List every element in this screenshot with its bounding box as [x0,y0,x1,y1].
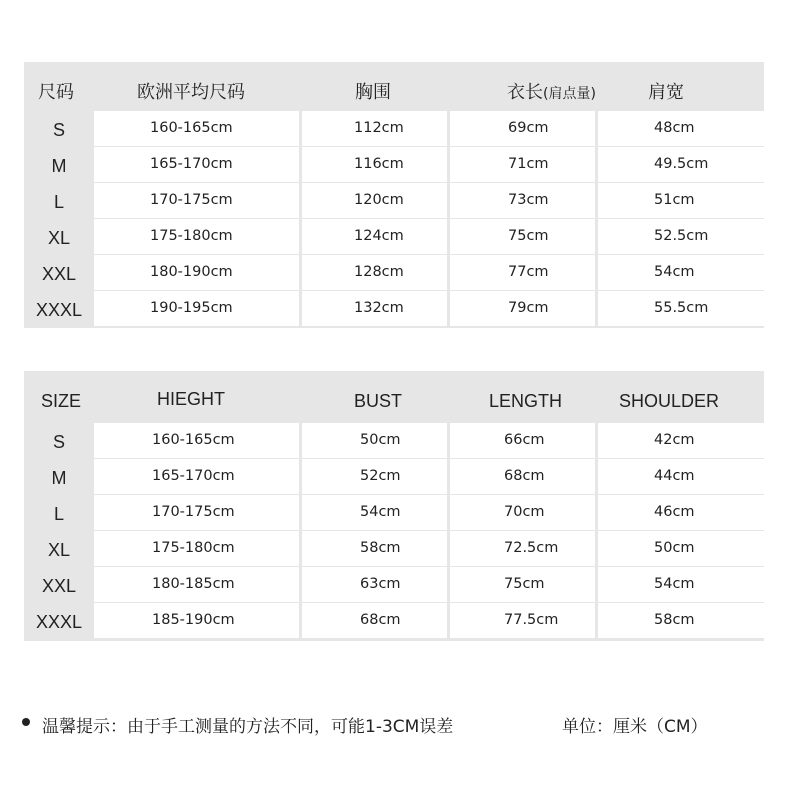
cell-bust [302,147,447,182]
table-row [24,603,764,638]
size-label: XXL [41,576,77,596]
header-height: 欧洲平均尺码 [137,82,245,103]
size-label: S [52,432,65,452]
header-size: SIZE [41,391,82,411]
table-row [24,423,764,458]
cell-length [450,147,595,182]
size-label: XXL [41,264,77,284]
cell-height-value: 180-185cm [152,576,235,592]
cell-shoulder-value: 51cm [654,192,695,208]
cell-shoulder-value: 52.5cm [654,228,709,244]
cell-shoulder-value: 50cm [654,540,695,556]
cell-height [94,111,299,146]
table-row [24,255,764,290]
size-label: M [51,156,67,176]
cell-height-value: 160-165cm [152,432,235,448]
cell-length-value: 73cm [508,192,549,208]
cell-length-value: 75cm [508,228,549,244]
cell-shoulder-value: 54cm [654,264,695,280]
size-table-english [24,371,764,641]
cell-shoulder-value: 48cm [654,120,695,136]
cell-shoulder [598,255,764,290]
cell-length-value: 71cm [508,156,549,172]
cell-height [94,255,299,290]
table-row [24,495,764,530]
header-bust: BUST [354,391,403,411]
table-header [24,371,764,423]
cell-bust [302,111,447,146]
cell-height-value: 170-175cm [152,504,235,520]
cell-shoulder [598,183,764,218]
measurement-note [22,708,770,738]
cell-height-value: 165-170cm [152,468,235,484]
table-row [24,531,764,566]
cell-height [94,147,299,182]
cell-length-value: 79cm [508,300,549,316]
cell-shoulder-value: 58cm [654,612,695,628]
cell-height [94,459,299,494]
cell-length-value: 68cm [504,468,545,484]
cell-length [450,291,595,326]
table-row [24,219,764,254]
table-row [24,291,764,326]
cell-length [450,531,595,566]
cell-shoulder [598,291,764,326]
cell-shoulder-value: 42cm [654,432,695,448]
cell-shoulder [598,495,764,530]
cell-bust [302,255,447,290]
cell-length-value: 77.5cm [504,612,559,628]
cell-shoulder [598,567,764,602]
cell-height [94,183,299,218]
table-header [24,62,764,114]
cell-bust-value: 52cm [360,468,401,484]
header-length: LENGTH [489,391,563,411]
cell-shoulder-value: 49.5cm [654,156,709,172]
size-label: L [53,192,64,212]
size-label: M [51,468,67,488]
table-row [24,147,764,182]
size-table-chinese [24,62,764,328]
cell-bust-value: 54cm [360,504,401,520]
cell-height-value: 190-195cm [150,300,233,316]
cell-shoulder-value: 55.5cm [654,300,709,316]
cell-shoulder-value: 54cm [654,576,695,592]
cell-shoulder [598,219,764,254]
header-shoulder: 肩宽 [648,82,684,103]
table-row [24,111,764,146]
size-label: XL [47,540,71,560]
table-row [24,567,764,602]
note-unit: 单位：厘米（CM） [562,717,708,737]
header-size: 尺码 [38,82,74,103]
cell-length-value: 72.5cm [504,540,559,556]
cell-shoulder [598,147,764,182]
cell-height-value: 160-165cm [150,120,233,136]
cell-bust-value: 120cm [354,192,404,208]
cell-bust-value: 58cm [360,540,401,556]
cell-height [94,291,299,326]
header-shoulder: SHOULDER [619,391,720,411]
size-label: L [53,504,64,524]
cell-shoulder [598,423,764,458]
cell-bust-value: 63cm [360,576,401,592]
cell-length [450,459,595,494]
cell-height [94,219,299,254]
cell-shoulder [598,459,764,494]
header-height: HIEGHT [157,389,226,409]
cell-height [94,531,299,566]
cell-bust-value: 112cm [354,120,404,136]
cell-length [450,111,595,146]
cell-shoulder-value: 46cm [654,504,695,520]
size-label: XXXL [35,612,83,632]
size-label: XXXL [35,300,83,320]
cell-height-value: 165-170cm [150,156,233,172]
cell-bust [302,423,447,458]
cell-length [450,219,595,254]
cell-bust [302,495,447,530]
table-row [24,183,764,218]
cell-height [94,603,299,638]
cell-length-value: 77cm [508,264,549,280]
header-length-note: (肩点量) [543,86,596,102]
cell-bust [302,291,447,326]
size-label: XL [47,228,71,248]
cell-bust-value: 68cm [360,612,401,628]
cell-height [94,423,299,458]
size-label: S [52,120,65,140]
cell-bust-value: 132cm [354,300,404,316]
cell-bust [302,603,447,638]
cell-length-value: 70cm [504,504,545,520]
cell-height-value: 185-190cm [152,612,235,628]
header-length: 衣长(肩点量) [507,82,596,103]
cell-length [450,183,595,218]
cell-height-value: 175-180cm [150,228,233,244]
cell-length-value: 66cm [504,432,545,448]
header-bust: 胸围 [355,82,391,103]
cell-length [450,567,595,602]
cell-bust [302,219,447,254]
cell-shoulder [598,531,764,566]
cell-bust-value: 128cm [354,264,404,280]
cell-bust [302,567,447,602]
cell-length [450,495,595,530]
cell-bust-value: 124cm [354,228,404,244]
cell-length-value: 69cm [508,120,549,136]
bullet-icon [22,718,30,726]
cell-length [450,255,595,290]
cell-shoulder [598,111,764,146]
cell-length [450,423,595,458]
cell-bust [302,459,447,494]
cell-height [94,495,299,530]
cell-height-value: 175-180cm [152,540,235,556]
cell-height-value: 170-175cm [150,192,233,208]
cell-bust [302,531,447,566]
note-tip: 温馨提示：由于手工测量的方法不同，可能1-3CM误差 [42,717,454,737]
cell-length-value: 75cm [504,576,545,592]
cell-shoulder [598,603,764,638]
cell-length [450,603,595,638]
cell-height-value: 180-190cm [150,264,233,280]
cell-bust-value: 50cm [360,432,401,448]
cell-bust [302,183,447,218]
cell-height [94,567,299,602]
cell-bust-value: 116cm [354,156,404,172]
cell-shoulder-value: 44cm [654,468,695,484]
table-row [24,459,764,494]
